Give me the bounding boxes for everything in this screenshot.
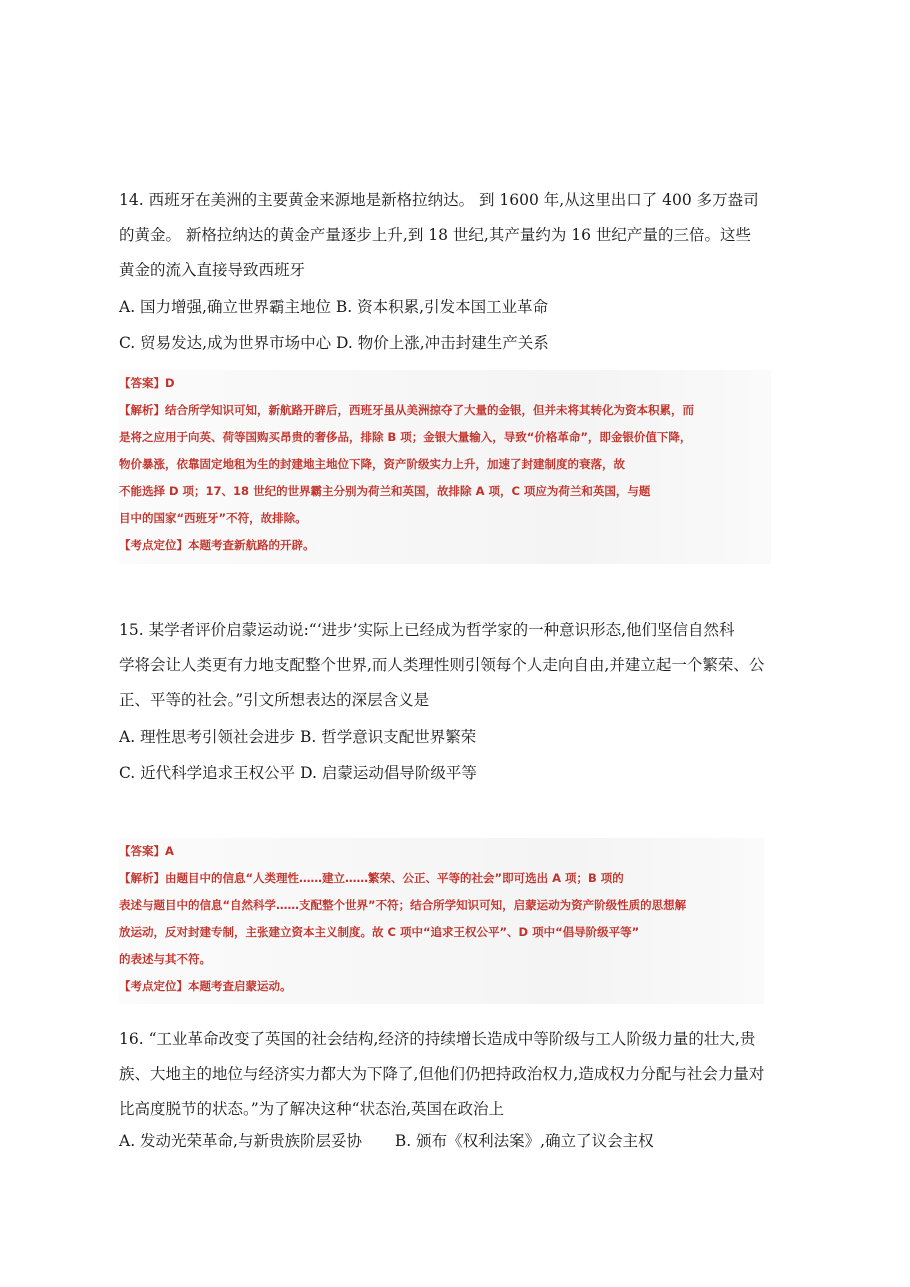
question-14-options-row-2 bbox=[119, 333, 549, 353]
question-15-options-row-2 bbox=[119, 763, 477, 783]
question-14-option-c: C. 贸易发达,成为世界市场中心 bbox=[119, 334, 332, 352]
question-16-options-row-1 bbox=[119, 1131, 654, 1151]
question-14-line-3: 黄金的流入直接导致西班牙 bbox=[119, 261, 306, 279]
question-15-option-b: B. 哲学意识支配世界繁荣 bbox=[300, 728, 477, 746]
question-14-analysis-line-3: 物价暴涨，依靠固定地租为生的封建地主地位下降，资产阶级实力上升，加速了封建制度的衰落，故 bbox=[119, 457, 625, 471]
question-16-line-1: 16. “工业革命改变了英国的社会结构,经济的持续增长造成中等阶级与工人阶级力量的壮大,贵 bbox=[119, 1030, 756, 1048]
question-14-analysis-line-1: 【解析】结合所学知识可知，新航路开辟后，西班牙虽从美洲掠夺了大量的金银，但并未将其转化为资本积累，而 bbox=[119, 403, 694, 417]
question-15-answer-box bbox=[119, 838, 764, 1004]
question-14-option-a: A. 国力增强,确立世界霸主地位 bbox=[119, 298, 331, 316]
question-16-line-3: 比高度脱节的状态。”为了解决这种“状态治,英国在政治上 bbox=[119, 1100, 505, 1118]
question-14-line-2: 的黄金。 新格拉纳达的黄金产量逐步上升,到 18 世纪,其产量约为 16 世纪产量的三倍。这些 bbox=[119, 226, 751, 244]
question-14-analysis-line-5: 目中的国家“西班牙”不符，故排除。 bbox=[119, 511, 307, 525]
question-16-option-b: B. 颁布《权利法案》,确立了议会主权 bbox=[394, 1132, 654, 1150]
question-15-analysis-line-4: 的表述与其不符。 bbox=[119, 952, 211, 966]
question-15 bbox=[119, 613, 809, 718]
question-15-line-1: 15. 某学者评价启蒙运动说:“‘进步’实际上已经成为哲学家的一种意识形态,他们坚信自然科 bbox=[119, 621, 735, 639]
question-15-line-3: 正、平等的社会。”引文所想表达的深层含义是 bbox=[119, 691, 430, 709]
question-15-option-c: C. 近代科学追求王权公平 bbox=[119, 764, 296, 782]
question-14 bbox=[119, 183, 809, 288]
question-14-answer: 【答案】D bbox=[119, 376, 175, 390]
question-15-line-2: 学将会让人类更有力地支配整个世界,而人类理性则引领每个人走向自由,并建立起一个繁荣、公 bbox=[119, 656, 765, 674]
question-15-option-d: D. 启蒙运动倡导阶级平等 bbox=[300, 764, 477, 782]
question-14-answer-box bbox=[119, 370, 771, 564]
question-16 bbox=[119, 1022, 809, 1127]
question-15-analysis-line-1: 【解析】由题目中的信息“人类理性……建立……繁荣、公正、平等的社会”即可选出 A 项；B 项的 bbox=[119, 871, 624, 885]
question-15-knowledge-point: 【考点定位】本题考查启蒙运动。 bbox=[119, 979, 292, 993]
question-14-option-d: D. 物价上涨,冲击封建生产关系 bbox=[336, 334, 549, 352]
question-14-knowledge-point: 【考点定位】本题考查新航路的开辟。 bbox=[119, 538, 315, 552]
question-14-analysis-line-4: 不能选择 D 项；17、18 世纪的世界霸主分别为荷兰和英国，故排除 A 项，C 项应为荷兰和英国，与题 bbox=[119, 484, 651, 498]
question-15-option-a: A. 理性思考引领社会进步 bbox=[119, 728, 296, 746]
question-14-options-row-1 bbox=[119, 297, 548, 317]
question-15-analysis-line-3: 放运动，反对封建专制，主张建立资本主义制度。故 C 项中“追求王权公平”、D 项中“倡导阶级平等” bbox=[119, 925, 640, 939]
question-15-options-row-1 bbox=[119, 727, 476, 747]
question-14-line-1: 14. 西班牙在美洲的主要黄金来源地是新格拉纳达。 到 1600 年,从这里出口了 400 多万盎司 bbox=[119, 191, 759, 209]
question-14-option-b: B. 资本积累,引发本国工业革命 bbox=[335, 298, 549, 316]
question-16-line-2: 族、大地主的地位与经济实力都大为下降了,但他们仍把持政治权力,造成权力分配与社会力量对 bbox=[119, 1065, 765, 1083]
question-16-option-a: A. 发动光荣革命,与新贵族阶层妥协 bbox=[119, 1132, 362, 1150]
question-14-analysis-line-2: 是将之应用于向英、荷等国购买昂贵的奢侈品，排除 B 项；金银大量输入，导致“价格革命”，即金银价值下降， bbox=[119, 430, 692, 444]
question-15-answer: 【答案】A bbox=[119, 844, 174, 858]
question-15-analysis-line-2: 表述与题目中的信息“自然科学……支配整个世界”不符；结合所学知识可知，启蒙运动为资产阶级性质的思想解 bbox=[119, 898, 687, 912]
